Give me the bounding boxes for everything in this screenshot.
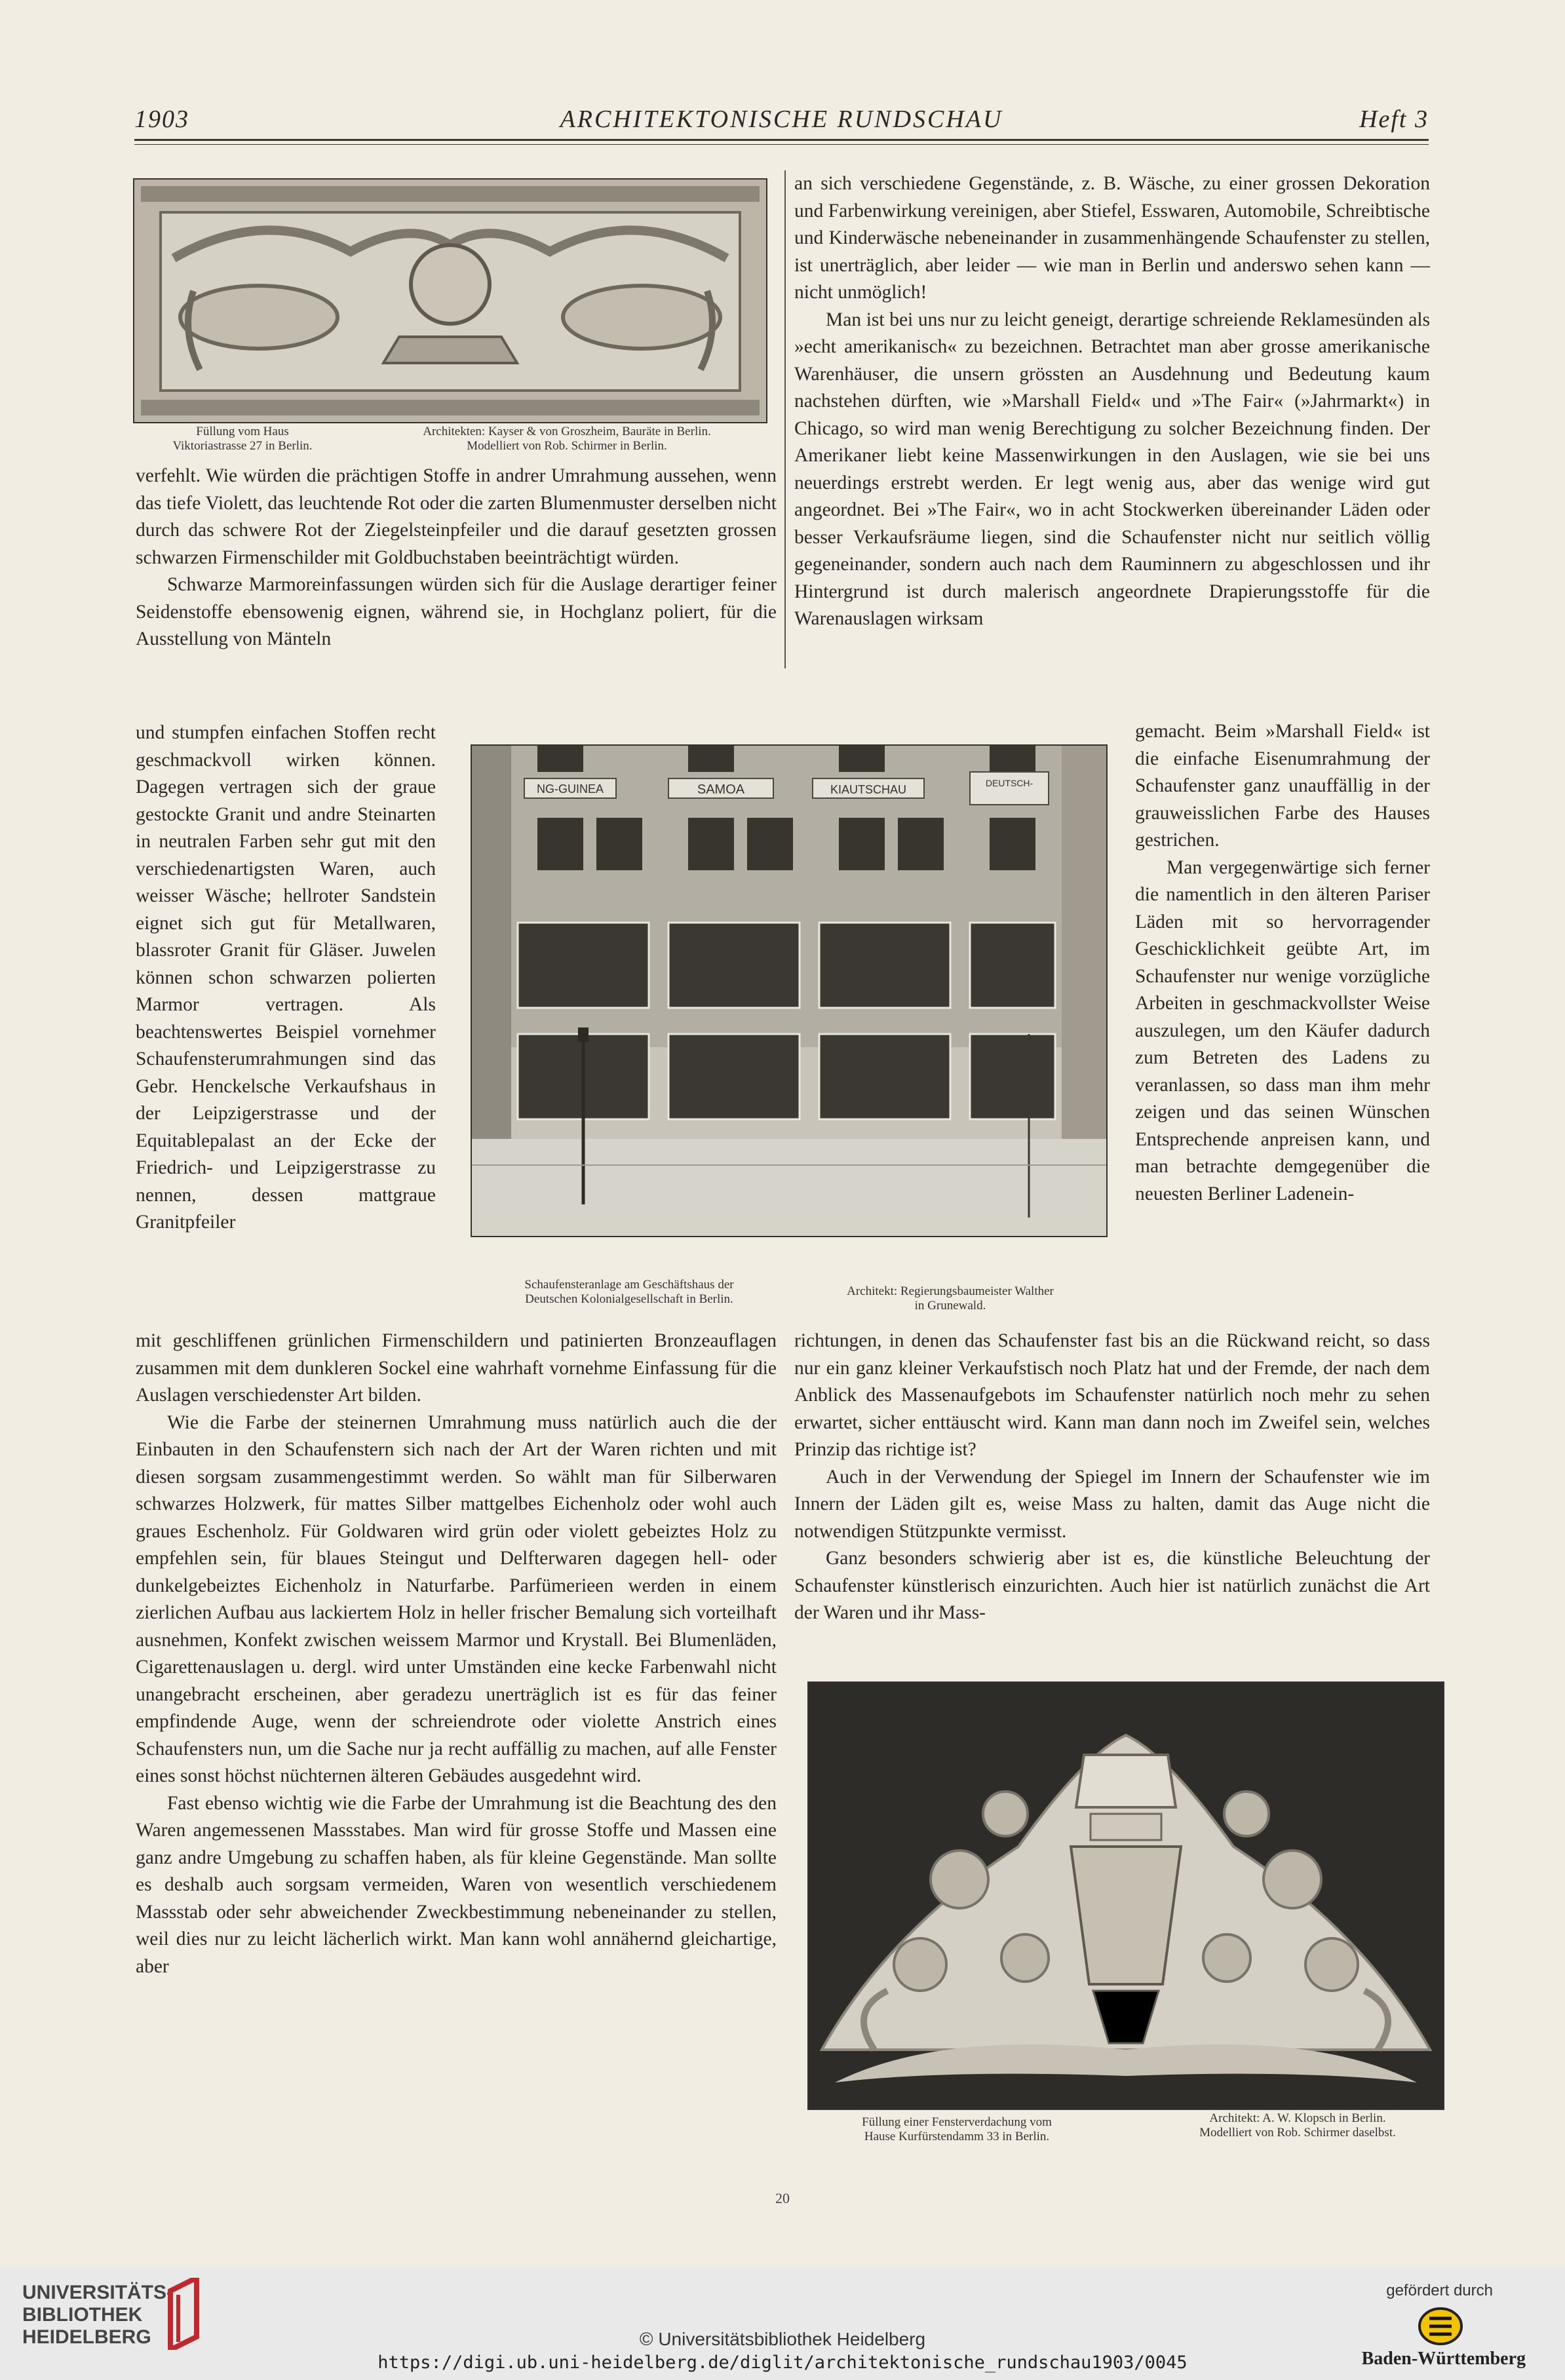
- paragraph: Man vergegenwärtige sich ferner die namentlich in den älteren Pariser Läden mit so hervorragender Geschicklichkeit geübte Art, im Schaufenster nur wenige vorzügliche Arbeiten in geschmackvollster Weise auszulegen, um den Käufer dadurch zum Betreten des Ladens zu veranlassen, so dass man ihm mehr zeigen und das seinen Wünschen Entsprechende anpreisen kann, und man betrachte demgegenüber die neuesten Berliner Ladenein-: [1135, 856, 1430, 1204]
- right-column-text-bottom: [794, 1328, 1430, 1627]
- caption-frieze-location: Füllung vom Haus Viktoriastrasse 27 in Berlin.: [172, 425, 313, 453]
- library-name-line: HEIDELBERG: [22, 2326, 151, 2348]
- funding-label: gefördert durch: [1386, 2282, 1493, 2299]
- header-journal-title: ARCHITEKTONISCHE RUNDSCHAU: [560, 106, 1003, 133]
- paragraph: Ganz besonders schwierig aber ist es, die künstliche Beleuchtung der Schaufenster künstlerisch einzurichten. Auch hier ist natürlich zunächst die Art der Waren und ihr Mass-: [794, 1548, 1430, 1623]
- sign-ng-guinea: NG-GUINEA: [536, 782, 604, 796]
- copyright-notice: © Universitätsbibliothek Heidelberg: [639, 2329, 926, 2349]
- paragraph: Man ist bei uns nur zu leicht geneigt, derartige schreiende Reklamesünden als »echt amerikanisch« zu bezeichnen. Betrachtet man aber grosse amerikanische Warenhäuser, die unsern grössten an Ausdehnung und Bedeutung kaum nachstehen dürften, wie »Marshall Field« und »The Fair« (»Jahrmarkt«) in Chicago, so wird man wenig Berechtigung zu solcher Bezeichnung finden. Der Amerikaner liebt keine Massenwirkungen in den Auslagen, wie sie bei uns neuerdings erstrebt werden. Er legt wenig aus, aber das wenige wird gut angeordnet. Bei »The Fair«, wo in acht Stockwerken übereinander Läden oder besser Verkaufsräume liegen, sind die Schaufenster nicht nur seitlich völlig gegeneinander, sondern auch nach dem Rauminnern zu abgeschlossen und ihr Hintergrund ist durch malerisch angeordnete Drapierungsstoffe für die Warenauslagen wirksam: [794, 309, 1430, 629]
- library-name-line: UNIVERSITÄTS-: [22, 2282, 174, 2303]
- sign-deutsch: DEUTSCH-: [985, 778, 1034, 788]
- paragraph: richtungen, in denen das Schaufenster fast bis an die Rückwand reicht, so dass nur ein ganz kleiner Verkaufstisch noch Platz hat und der Fremde, der nach dem Anblick des Massenaufgebots im Schaufenster natürlich noch mehr zu sehen erwartet, sicher enttäuscht wird. Kann man dann noch im Zweifel sein, welches Prinzip das richtige ist?: [794, 1330, 1430, 1460]
- frieze-relief-image: [134, 180, 766, 422]
- storefront-image: [472, 746, 1106, 1236]
- header-year: 1903: [134, 106, 189, 133]
- photo-ornament-frieze: [133, 178, 767, 423]
- paragraph: gemacht. Beim »Marshall Field« ist die einfache Eisenumrahmung der Schaufenster ganz unauffällig in der grauweisslichen Farbe des Hauses gestrichen.: [1135, 721, 1430, 851]
- paragraph: an sich verschiedene Gegenstände, z. B. Wäsche, zu einer grossen Dekoration und Farbenwirkung vereinigen, aber Stiefel, Esswaren, Automobile, Schreibtische und Kinderwäsche nebeneinander in zusammenhängende Schaufenster zu stellen, ist unerträglich, aber leider — wie man in Berlin und anderswo sehen kann — nicht unmöglich!: [794, 173, 1430, 303]
- caption-pediment-architect: Architekt: A. W. Klopsch in Berlin. Modelliert von Rob. Schirmer daselbst.: [1199, 2111, 1396, 2140]
- sign-kiautschau: KIAUTSCHAU: [830, 783, 907, 796]
- running-header: [134, 105, 1429, 136]
- photo-storefront: [471, 744, 1108, 1237]
- paragraph: verfehlt. Wie würden die prächtigen Stoffe in andrer Umrahmung aussehen, wenn das tiefe Violett, das leuchtende Rot oder die zarten Blumenmuster derselben nicht durch das schwere Rot der Ziegelsteinpfeiler und die darauf gesetzten grossen schwarzen Firmenschilder mit Goldbuchstaben beeinträchtigt würden.: [136, 465, 777, 568]
- sign-samoa: SAMOA: [697, 782, 745, 797]
- permalink-url[interactable]: https://digi.ub.uni-heidelberg.de/diglit/architektonische_rundschau1903/0045: [377, 2352, 1188, 2373]
- paragraph: Schwarze Marmoreinfassungen würden sich für die Auslage derartiger feiner Seidenstoffe ebensowenig eignen, während sie, in Hochglanz poliert, für die Ausstellung von Mänteln: [136, 574, 777, 649]
- page-number: 20: [775, 2190, 790, 2206]
- caption-storefront-location: Schaufensteranlage am Geschäftshaus der Deutschen Kolonialgesellschaft in Berlin.: [524, 1278, 734, 1306]
- paragraph: mit geschliffenen grünlichen Firmenschildern und patinierten Bronzeauflagen zusammen mit dem dunkleren Sockel eine wahrhaft vornehme Einfassung für die Auslagen verschiedenster Art bilden.: [136, 1330, 777, 1406]
- baden-wuerttemberg-crest-icon: [1418, 2307, 1463, 2346]
- paragraph: und stumpfen einfachen Stoffen recht geschmackvoll wirken können. Dagegen vertragen sich der graue gestockte Granit und andre Steinarten in neutralen Farben sehr gut mit den verschiedenartigsten Waren, auch weisser Wäsche; hellroter Sandstein eignet sich gut für Metallwaren, blassroter Granit für Gläser. Juwelen können schon schwarzen polierten Marmor vertragen. Als beachtenswertes Beispiel vornehmer Schaufensterumrahmungen sind das Gebr. Henckelsche Verkaufshaus in der Leipzigerstrasse und der Equitablepalast an der Ecke der Friedrich- und Leipzigerstrasse zu nennen, dessen mattgraue Granitpfeiler: [136, 722, 436, 1233]
- caption-frieze-architect: Architekten: Kayser & von Groszheim, Bauräte in Berlin. Modelliert von Rob. Schirmer in Berlin.: [423, 425, 711, 453]
- pediment-relief-image: [809, 1683, 1443, 2109]
- caption-pediment-location: Füllung einer Fensterverdachung vom Hause Kurfürstendamm 33 in Berlin.: [862, 2115, 1052, 2143]
- paragraph: Fast ebenso wichtig wie die Farbe der Umrahmung ist die Beachtung des den Waren angemessenen Massstabes. Man wird für grosse Stoffe und Massen eine ganz andre Umgebung zu schaffen haben, als für kleine Gegenstände. Man sollte es deshalb auch sorgsam vermeiden, Waren von wesentlich verschiedenem Massstab oder sehr abweichender Zweckbestimmung nebeneinander zu stellen, weil dies nur zu leicht lächerlich wirkt. Man kann wohl annähernd gleichartige, aber: [136, 1792, 777, 1977]
- right-column-text-narrow: [1135, 718, 1430, 1208]
- photo-window-pediment: [807, 1681, 1444, 2110]
- column-divider: [784, 170, 786, 668]
- left-column-text-narrow: [136, 720, 436, 1237]
- caption-storefront-architect: Architekt: Regierungsbaumeister Walther in Grunewald.: [847, 1284, 1054, 1313]
- library-name-line: BIBLIOTHEK: [22, 2304, 143, 2326]
- left-column-text-bottom: [136, 1328, 777, 1980]
- header-rule: [134, 139, 1429, 141]
- paragraph: Auch in der Verwendung der Spiegel im Innern der Schaufenster wie im Innern der Läden gilt es, weise Mass zu halten, damit das Auge nicht die notwendigen Stützpunkte vermisst.: [794, 1466, 1430, 1542]
- funder-name: Baden-Württemberg: [1361, 2349, 1526, 2369]
- left-column-text-top: [136, 463, 777, 653]
- paragraph: Wie die Farbe der steinernen Umrahmung muss natürlich auch die der Einbauten in den Schaufenstern sich nach der Art der Waren richten und mit diesen sorgsam zusammengestimmt werden. So wählt man für Silberwaren schwarzes Holzwerk, für mattes Silber mattgelbes Eichenholz oder wohl auch graues Eschenholz. Für Goldwaren wird grün oder violett gebeiztes Holz zu empfehlen sein, für blaues Steingut und Delfterwaren dagegen hell- oder dunkelgebeiztes Eichenholz in Naturfarbe. Parfümerieen werden in einem zierlichen Aufbau aus lackiertem Holz in heller frischer Bemalung sich vorteilhaft ausnehmen, Konfekt zwischen weissem Marmor und Krystall. Bei Blumenläden, Cigarettenauslagen u. dergl. wird unter Umständen eine kecke Farbenwahl nicht unangebracht erscheinen, aber geradezu unerträglich ist es für das feiner empfindende Auge, wenn der schreiendrote oder violette Anstrich eines Schaufensters nun, um die Sache nur ja recht auffällig zu machen, auf alle Fenster eines sonst höchst nüchternen älteren Gebäudes ausgedehnt wird.: [136, 1411, 777, 1786]
- header-issue: Heft 3: [1359, 106, 1429, 133]
- header-rule-thin: [134, 144, 1429, 145]
- digitization-footer: [0, 2269, 1565, 2380]
- right-column-text-top: [794, 170, 1430, 633]
